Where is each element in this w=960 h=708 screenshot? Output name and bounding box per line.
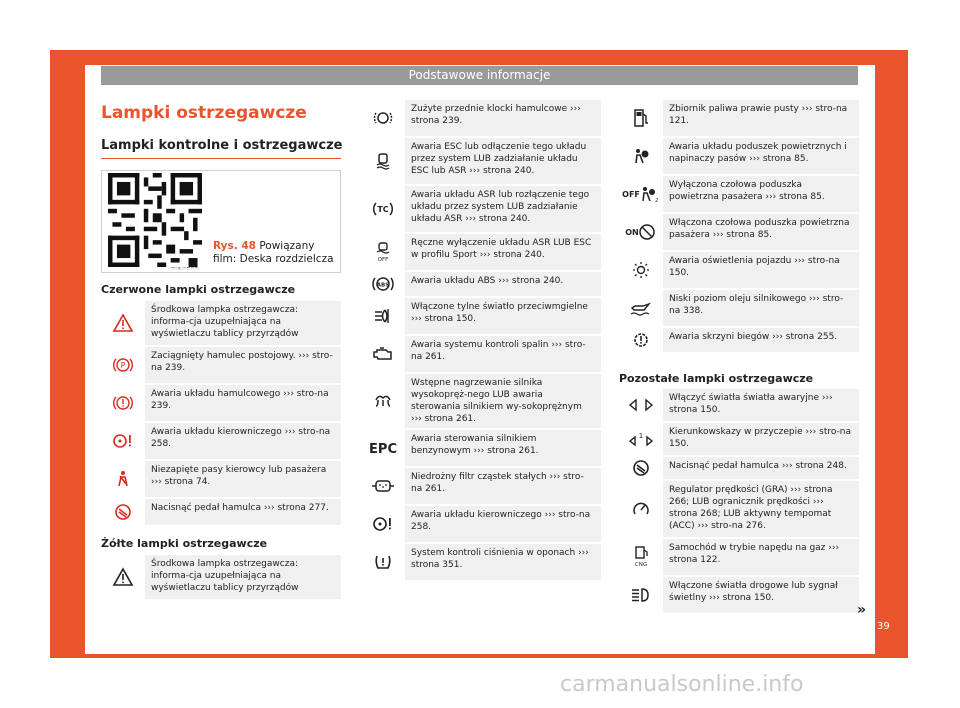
svg-text:CNG: CNG xyxy=(634,562,648,568)
warning-triangle-icon xyxy=(101,555,145,599)
warning-lamp-row-text: Awaria sterowania silnikiem benzynowym ››› strona 261. xyxy=(411,434,539,456)
other-lamp-row xyxy=(619,481,859,537)
other-lamp-row xyxy=(619,457,859,479)
warning-lamp-row xyxy=(619,138,859,174)
steering-yellow-icon xyxy=(361,506,405,542)
warning-lamp-row-text: Awaria układu ASR lub rozłączenie tego układu przez system LUB zadziałanie układu ASR ››› strona 240. xyxy=(411,190,590,224)
svg-text:1: 1 xyxy=(638,432,644,440)
other-lamp-row-text: Regulator prędkości (GRA) ››› strona 266; LUB ogranicznik prędkości ››› strona 268; LUB aktywny tempomat (ACC) ››› stro-na 276. xyxy=(669,485,833,531)
red-warning-row xyxy=(101,461,341,497)
other-lamp-row xyxy=(619,423,859,455)
warning-lamp-row-text: Zużyte przednie klocki hamulcowe ››› strona 239. xyxy=(411,104,581,126)
cng-icon xyxy=(619,539,663,575)
other-lamp-row xyxy=(619,539,859,575)
sub-heading: Lampki kontrolne i ostrzegawcze xyxy=(101,138,343,153)
svg-text:ON: ON xyxy=(625,228,639,237)
red-warning-row-text: Awaria układu kierowniczego ››› stro-na 258. xyxy=(151,427,331,449)
right-warnings-table xyxy=(619,100,859,354)
warning-lamp-row xyxy=(361,298,601,334)
brake-system-icon xyxy=(101,385,145,421)
svg-text:TC: TC xyxy=(377,205,389,214)
tc-icon xyxy=(361,186,405,232)
warning-lamp-row-text: Włączona czołowa poduszka powietrzna pasażera ››› strona 85. xyxy=(669,218,850,240)
other-lamp-row-text: Włączone światła drogowe lub sygnał świetlny ››› strona 150. xyxy=(669,581,838,603)
engine-icon xyxy=(361,336,405,372)
tyre-pressure-icon xyxy=(361,544,405,580)
trailer-indicator-icon xyxy=(619,423,663,455)
warning-lamp-row xyxy=(361,468,601,504)
warning-lamp-row xyxy=(361,186,601,232)
warning-lamp-row-text: Awaria układu ABS ››› strona 240. xyxy=(411,276,564,286)
red-warning-row xyxy=(101,301,341,345)
red-warning-row xyxy=(101,499,341,525)
red-warning-row xyxy=(101,347,341,383)
svg-text:OFF: OFF xyxy=(377,257,389,263)
warning-lamp-row xyxy=(361,430,601,466)
warning-lamp-row xyxy=(361,138,601,184)
svg-text:OFF: OFF xyxy=(622,190,640,199)
red-warning-row-text: Zaciągnięty hamulec postojowy. ››› stro-na 239. xyxy=(151,351,333,373)
warning-lamp-row xyxy=(361,234,601,270)
other-lamp-row-text: Samochód w trybie napędu na gaz ››› strona 122. xyxy=(669,543,840,565)
middle-warnings-table xyxy=(361,100,601,582)
warning-lamp-row-text: Awaria systemu kontroli spalin ››› stro-na 261. xyxy=(411,340,586,362)
svg-text:ABS: ABS xyxy=(376,282,390,289)
divider xyxy=(101,158,341,159)
warning-lamp-row-text: Awaria układu poduszek powietrznych i napinaczy pasów ››› strona 85. xyxy=(669,142,847,164)
svg-text:P: P xyxy=(120,361,126,370)
figure-caption-text: Powiązany film: Deska rozdzielcza xyxy=(213,240,334,265)
yellow-warning-row xyxy=(101,555,341,599)
other-lamp-row xyxy=(619,577,859,613)
qr-code[interactable] xyxy=(108,173,202,267)
other-section-title: Pozostałe lampki ostrzegawcze xyxy=(619,372,814,385)
other-warnings-table xyxy=(619,389,859,615)
warning-lamp-row-text: Wyłączona czołowa poduszka powietrzna pasażera ››› strona 85. xyxy=(669,180,825,202)
figure-caption xyxy=(213,240,341,266)
other-lamp-row-text: Kierunkowskazy w przyczepie ››› stro-na 150. xyxy=(669,427,851,449)
gearbox-icon xyxy=(619,328,663,352)
high-beam-icon xyxy=(619,577,663,613)
warning-lamp-row-text: Zbiornik paliwa prawie pusty ››› stro-na 121. xyxy=(669,104,848,126)
warning-lamp-row xyxy=(619,328,859,352)
red-warning-row xyxy=(101,423,341,459)
seatbelt-icon xyxy=(101,461,145,497)
warning-lamp-row-text: System kontroli ciśnienia w oponach ››› strona 351. xyxy=(411,548,589,570)
page-number: 39 xyxy=(877,621,890,632)
esc-icon xyxy=(361,138,405,184)
warning-lamp-row-text: Wstępne nagrzewanie silnika wysokopręż-nego LUB awaria sterowania silnikiem wy-sokoprężnym ››› strona 261. xyxy=(411,378,582,424)
warning-lamp-row-text: Włączone tylne światło przeciwmgielne ››› strona 150. xyxy=(411,302,588,324)
warning-lamp-row-text: Awaria układu kierowniczego ››› stro-na 258. xyxy=(411,510,591,532)
red-warning-row-text: Awaria układu hamulcowego ››› stro-na 239. xyxy=(151,389,329,411)
main-heading: Lampki ostrzegawcze xyxy=(101,103,307,123)
lighting-icon xyxy=(619,252,663,288)
warning-triangle-icon xyxy=(101,301,145,345)
yellow-warnings-table xyxy=(101,555,341,601)
red-warning-row xyxy=(101,385,341,421)
warning-lamp-row xyxy=(619,290,859,326)
red-warnings-table xyxy=(101,301,341,527)
red-warning-row-text: Niezapięte pasy kierowcy lub pasażera ››› strona 74. xyxy=(151,465,327,487)
figure-number: Rys. 48 xyxy=(213,240,256,252)
svg-text:EPC: EPC xyxy=(369,442,397,457)
warning-lamp-row xyxy=(361,374,601,428)
glow-plug-icon xyxy=(361,374,405,428)
press-brake-icon xyxy=(101,499,145,525)
continue-marker: » xyxy=(857,602,867,618)
warning-lamp-row-text: Niedrożny filtr cząstek stałych ››› stro-na 261. xyxy=(411,472,584,494)
warning-lamp-row-text: Awaria ESC lub odłączenie tego układu przez system LUB zadziałanie układu ESC lub ASR ››› strona 240. xyxy=(411,142,587,176)
rear-fog-icon xyxy=(361,298,405,334)
warning-lamp-row-text: Ręczne wyłączenie układu ASR LUB ESC w profilu Sport ››› strona 240. xyxy=(411,238,592,260)
warning-lamp-row xyxy=(361,272,601,296)
cruise-icon xyxy=(619,481,663,537)
other-lamp-row-text: Nacisnąć pedał hamulca ››› strona 248. xyxy=(669,461,847,471)
particle-filter-icon xyxy=(361,468,405,504)
watermark: carmanualsonline.info xyxy=(560,672,804,697)
other-lamp-row-text: Włączyć światła światła awaryjne ››› strona 150. xyxy=(669,393,833,415)
red-section-title: Czerwone lampki ostrzegawcze xyxy=(101,283,296,296)
red-warning-row-text: Środkowa lampka ostrzegawcza: informa-cja uzupełniająca na wyświetlaczu tablicy przyrządów xyxy=(151,305,299,339)
warning-lamp-row xyxy=(619,214,859,250)
red-warning-row-text: Nacisnąć pedał hamulca ››› strona 277. xyxy=(151,503,329,513)
other-lamp-row xyxy=(619,389,859,421)
airbag-icon xyxy=(619,138,663,174)
warning-lamp-row xyxy=(619,100,859,136)
page-header: Podstawowe informacje xyxy=(101,66,858,85)
warning-lamp-row xyxy=(619,176,859,212)
warning-lamp-row xyxy=(361,336,601,372)
esc-off-icon xyxy=(361,234,405,270)
warning-lamp-row-text: Awaria skrzyni biegów ››› strona 255. xyxy=(669,332,838,342)
airbag-on-icon xyxy=(619,214,663,250)
yellow-warning-row-text: Środkowa lampka ostrzegawcza: informa-cja uzupełniająca na wyświetlaczu tablicy przyrządów xyxy=(151,559,299,593)
steering-icon xyxy=(101,423,145,459)
warning-lamp-row-text: Niski poziom oleju silnikowego ››› stro-na 338. xyxy=(669,294,844,316)
warning-lamp-row xyxy=(361,506,601,542)
warning-lamp-row xyxy=(361,100,601,136)
epc-icon xyxy=(361,430,405,466)
abs-icon xyxy=(361,272,405,296)
parking-brake-icon xyxy=(101,347,145,383)
airbag-off-icon xyxy=(619,176,663,212)
fuel-icon xyxy=(619,100,663,136)
hazard-icon xyxy=(619,389,663,421)
oil-icon xyxy=(619,290,663,326)
warning-lamp-row-text: Awaria oświetlenia pojazdu ››› stro-na 150. xyxy=(669,256,840,278)
svg-text:2: 2 xyxy=(655,198,659,204)
press-brake-icon xyxy=(619,457,663,479)
yellow-section-title: Żółte lampki ostrzegawcze xyxy=(101,537,268,550)
brake-pads-icon xyxy=(361,100,405,136)
warning-lamp-row xyxy=(361,544,601,580)
warning-lamp-row xyxy=(619,252,859,288)
